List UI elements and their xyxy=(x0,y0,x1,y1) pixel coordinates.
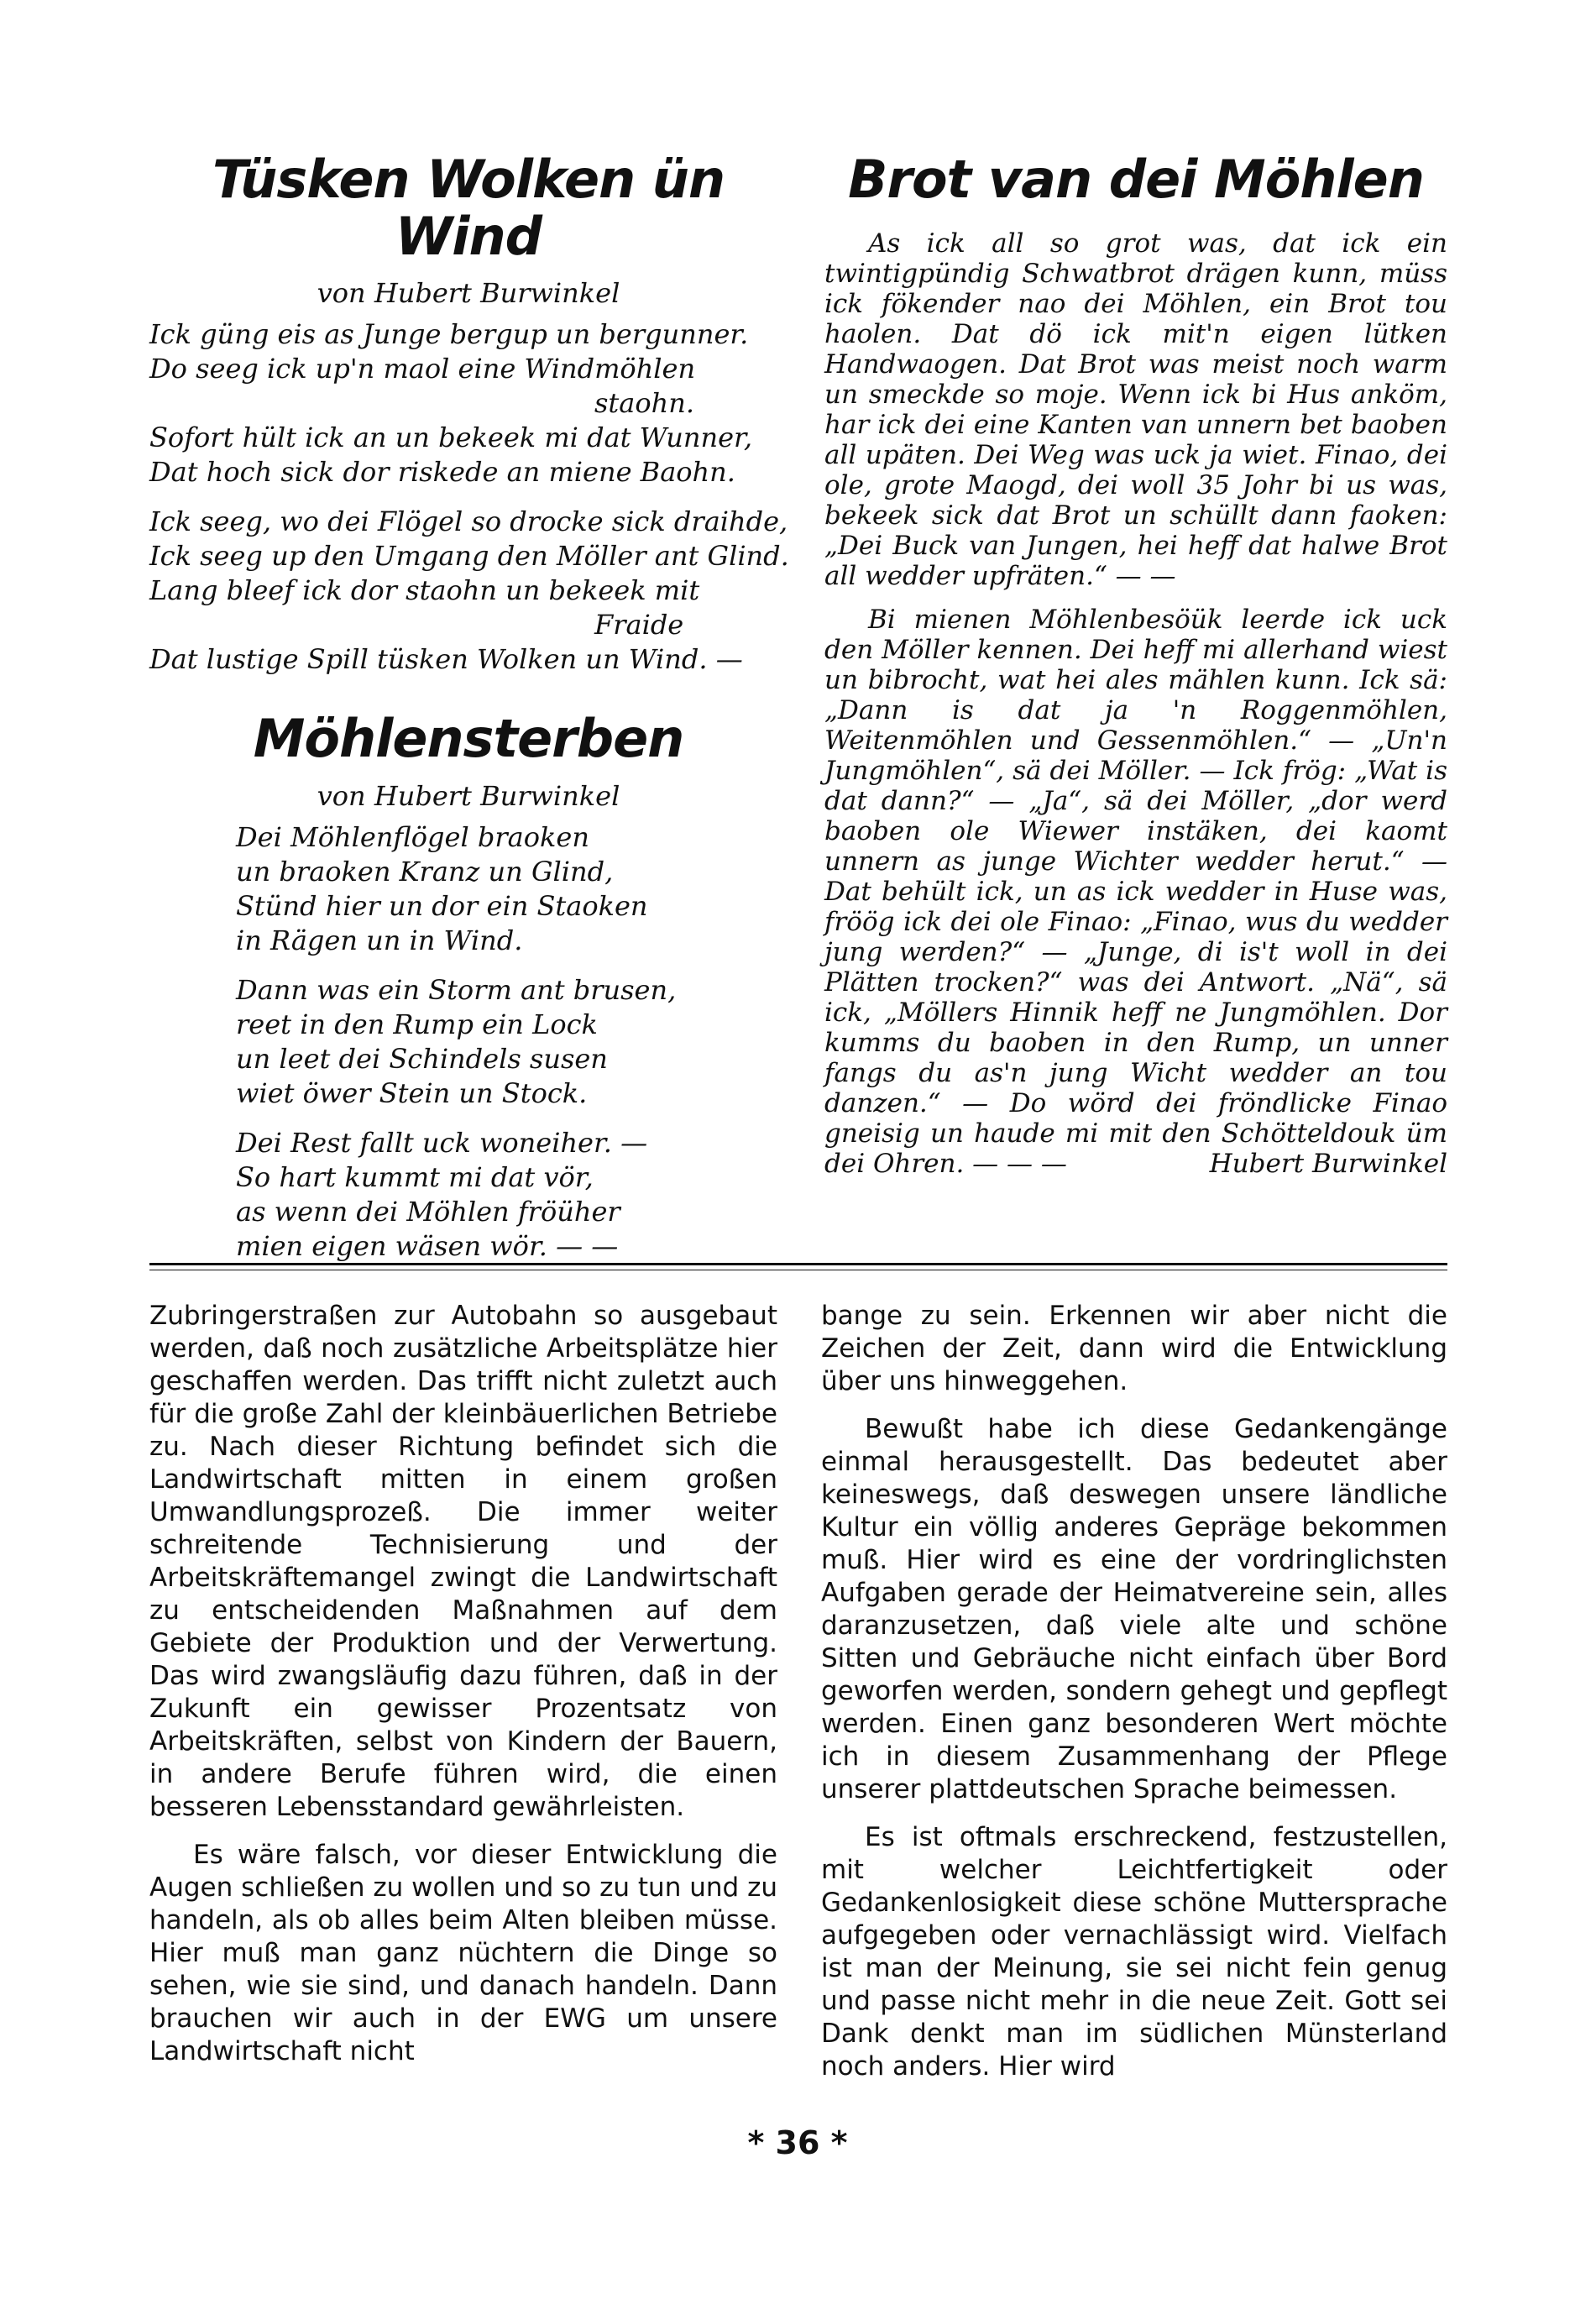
poem1-stanza xyxy=(149,317,788,490)
verse-line: Ick seeg up den Umgang den Möller ant Glind. xyxy=(149,540,789,573)
verse-line: Dei Rest fallt uck woneiher. — xyxy=(236,1126,648,1159)
verse-line: Dann was ein Storm ant brusen, xyxy=(236,973,677,1006)
poem-column xyxy=(149,151,788,1279)
poem2-stanza xyxy=(236,820,788,958)
verse-line: in Rägen un in Wind. xyxy=(236,924,523,956)
verse-line: So hart kummt mi dat vör, xyxy=(236,1160,594,1193)
article-paragraph: Es wäre falsch, vor dieser Entwicklung die Augen schließen zu wollen und so zu tun und zu handeln, als ob alles beim Alten bleiben müsse. Hier muß man ganz nüchtern die Dinge so sehen, wie sie sind, und danach handeln. Dann brauchen wir auch in der EWG um unsere Landwirtschaft nicht xyxy=(149,1840,777,2066)
article-paragraph: Zubringerstraßen zur Autobahn so ausgebaut werden, daß noch zusätzliche Arbeitsplätze hier geschaffen werden. Das trifft nicht zuletzt auch für die große Zahl der kleinbäuerlichen Betriebe zu. Nach dieser Richtung befindet sich die Landwirtschaft mitten in einem großen Umwandlungsprozeß. Die immer weiter schreitende Technisierung und der Arbeitskräftemangel zwingt die Landwirtschaft zu entscheidenden Maßnahmen auf dem Gebiete der Produktion und der Verwertung. Das wird zwangsläufig dazu führen, daß in der Zukunft ein gewisser Prozentsatz von Arbeitskräften, selbst von Kindern der Bauern, in andere Berufe führen wird, die einen besseren Lebensstandard gewährleisten. xyxy=(149,1301,777,1822)
verse-line: wiet öwer Stein un Stock. xyxy=(236,1076,588,1109)
poem1-byline: von Hubert Burwinkel xyxy=(317,277,620,310)
verse-line: Do seeg ick up'n maol eine Windmöhlen xyxy=(149,353,696,385)
verse-line: Lang bleef ick dor staohn un bekeek mit xyxy=(149,574,700,607)
poem1-body xyxy=(149,317,788,677)
poem2-title: Möhlensterben xyxy=(253,708,684,770)
article-left-column xyxy=(149,1300,777,2083)
verse-line: Dei Möhlenflögel braoken xyxy=(236,820,589,853)
verse-line: Sofort hült ick an un bekeek mi dat Wunner, xyxy=(149,422,752,454)
verse-line: reet in den Rump ein Lock xyxy=(236,1008,598,1040)
article-paragraph: Bewußt habe ich diese Gedankengänge einmal herausgestellt. Das bedeutet aber keineswegs, daß deswegen unsere ländliche Kultur ein völlig anderes Gepräge bekommen muß. Hier wird es eine der vordringlichsten Aufgaben gerade der Heimatvereine sein, alles daranzusetzen, daß viele alte und schöne Sitten und Gebräuche nicht einfach über Bord geworfen werden, sondern gehegt und gepflegt werden. Einen ganz besonderen Wert möchte ich in diesem Zusammenhang der Pflege unserer plattdeutschen Sprache beimessen. xyxy=(821,1414,1447,1804)
page-number: * 36 * xyxy=(747,2124,848,2161)
story-title: Brot van dei Möhlen xyxy=(848,149,1424,210)
poem2-stanza xyxy=(236,1126,788,1264)
poem1-title: Tüsken Wolken ün Wind xyxy=(212,149,725,268)
verse-line: un braoken Kranz un Glind, xyxy=(236,855,614,888)
verse-line: Ick güng eis as Junge bergup un bergunner. xyxy=(149,318,749,351)
section-divider xyxy=(149,1263,1447,1265)
poem2-body xyxy=(149,820,788,1264)
verse-line: Stünd hier un dor ein Staoken xyxy=(236,889,648,922)
verse-line: Ick seeg, wo dei Flögel so drocke sick draihde, xyxy=(149,505,788,538)
article-paragraph: Es ist oftmals erschreckend, festzustellen, mit welcher Leichtfertigkeit oder Gedankenlosigkeit diese schöne Muttersprache aufgegeben oder vernachlässigt wird. Vielfach ist man der Meinung, sie sei nicht fein genug und passe nicht mehr in die neue Zeit. Gott sei Dank denkt man im südlichen Münsterland noch anders. Hier wird xyxy=(821,1822,1447,2082)
verse-line: Dat lustige Spill tüsken Wolken un Wind. — xyxy=(149,643,743,676)
poem2-byline: von Hubert Burwinkel xyxy=(317,779,620,812)
verse-line: Fraide xyxy=(594,609,684,642)
verse-line: mien eigen wäsen wör. — — xyxy=(236,1229,619,1262)
story-paragraph-text: Bi mienen Möhlenbesöük leerde ick uck den Möller kennen. Dei heff mi allerhand wiest un bibrocht, wat hei ales mählen kunn. Ick sä: „Dann is dat ja 'n Roggenmöhlen, Weitenmöhlen und Gessenmöhlen.“ — „Un'n Jungmöhlen“, sä dei Möller. — Ick frög: „Wat is dat dann?“ — „Ja“, sä dei Möller, „dor werd baoben ole Wiewer instäken, dei kaomt unnern as junge Wichter wedder herut.“ — Dat behült ick, un as ick wedder in Huse was, fröög ick dei ole Finao: „Finao, wus du wedder jung werden?“ — „Junge, di is't woll in dei Plätten trocken?“ was dei Antwort. „Nä“, sä ick, „Möllers Hinnik heff ne Jungmöhlen. Dor kumms du baoben in den Rump, un unner fangs du as'n jung Wicht wedder an tou danzen.“ — Do wörd dei fröndlicke Finao gneisig un haude mi mit den Schötteldouk üm dei Ohren. — — — xyxy=(824,605,1447,1180)
article-right-column xyxy=(821,1300,1447,2098)
verse-line: as wenn dei Möhlen fröüher xyxy=(236,1195,620,1228)
poem2-stanza xyxy=(236,973,788,1111)
verse-line: Dat hoch sick dor riskede an miene Baohn. xyxy=(149,456,735,489)
article-paragraph: bange zu sein. Erkennen wir aber nicht die Zeichen der Zeit, dann wird die Entwicklung über uns hinweggehen. xyxy=(821,1301,1447,1396)
verse-line: un leet dei Schindels susen xyxy=(236,1042,608,1075)
verse-line: staohn. xyxy=(594,387,695,420)
story-signature: Hubert Burwinkel xyxy=(1209,1149,1447,1180)
story-paragraph: As ick all so grot was, dat ick ein twintigpündig Schwatbrot drägen kunn, müss ick fökender nao dei Möhlen, ein Brot tou haolen. Dat dö ick mit'n eigen lütken Handwaogen. Dat Brot was meist noch warm un smeckde so moje. Wenn ick bi Hus anköm, har ick dei eine Kanten van unnern bet baoben all upäten. Dei Weg was uck ja wiet. Finao, dei ole, grote Maogd, dei woll 35 Johr bi us was, bekeek sick dat Brot un schüllt dann faoken: „Dei Buck van Jungen, hei heff dat halwe Brot all wedder upfräten.“ — — xyxy=(824,228,1447,592)
story-body xyxy=(824,228,1447,1179)
story-column xyxy=(824,151,1447,1192)
story-paragraph xyxy=(824,605,1447,1179)
poem1-stanza xyxy=(149,505,788,677)
